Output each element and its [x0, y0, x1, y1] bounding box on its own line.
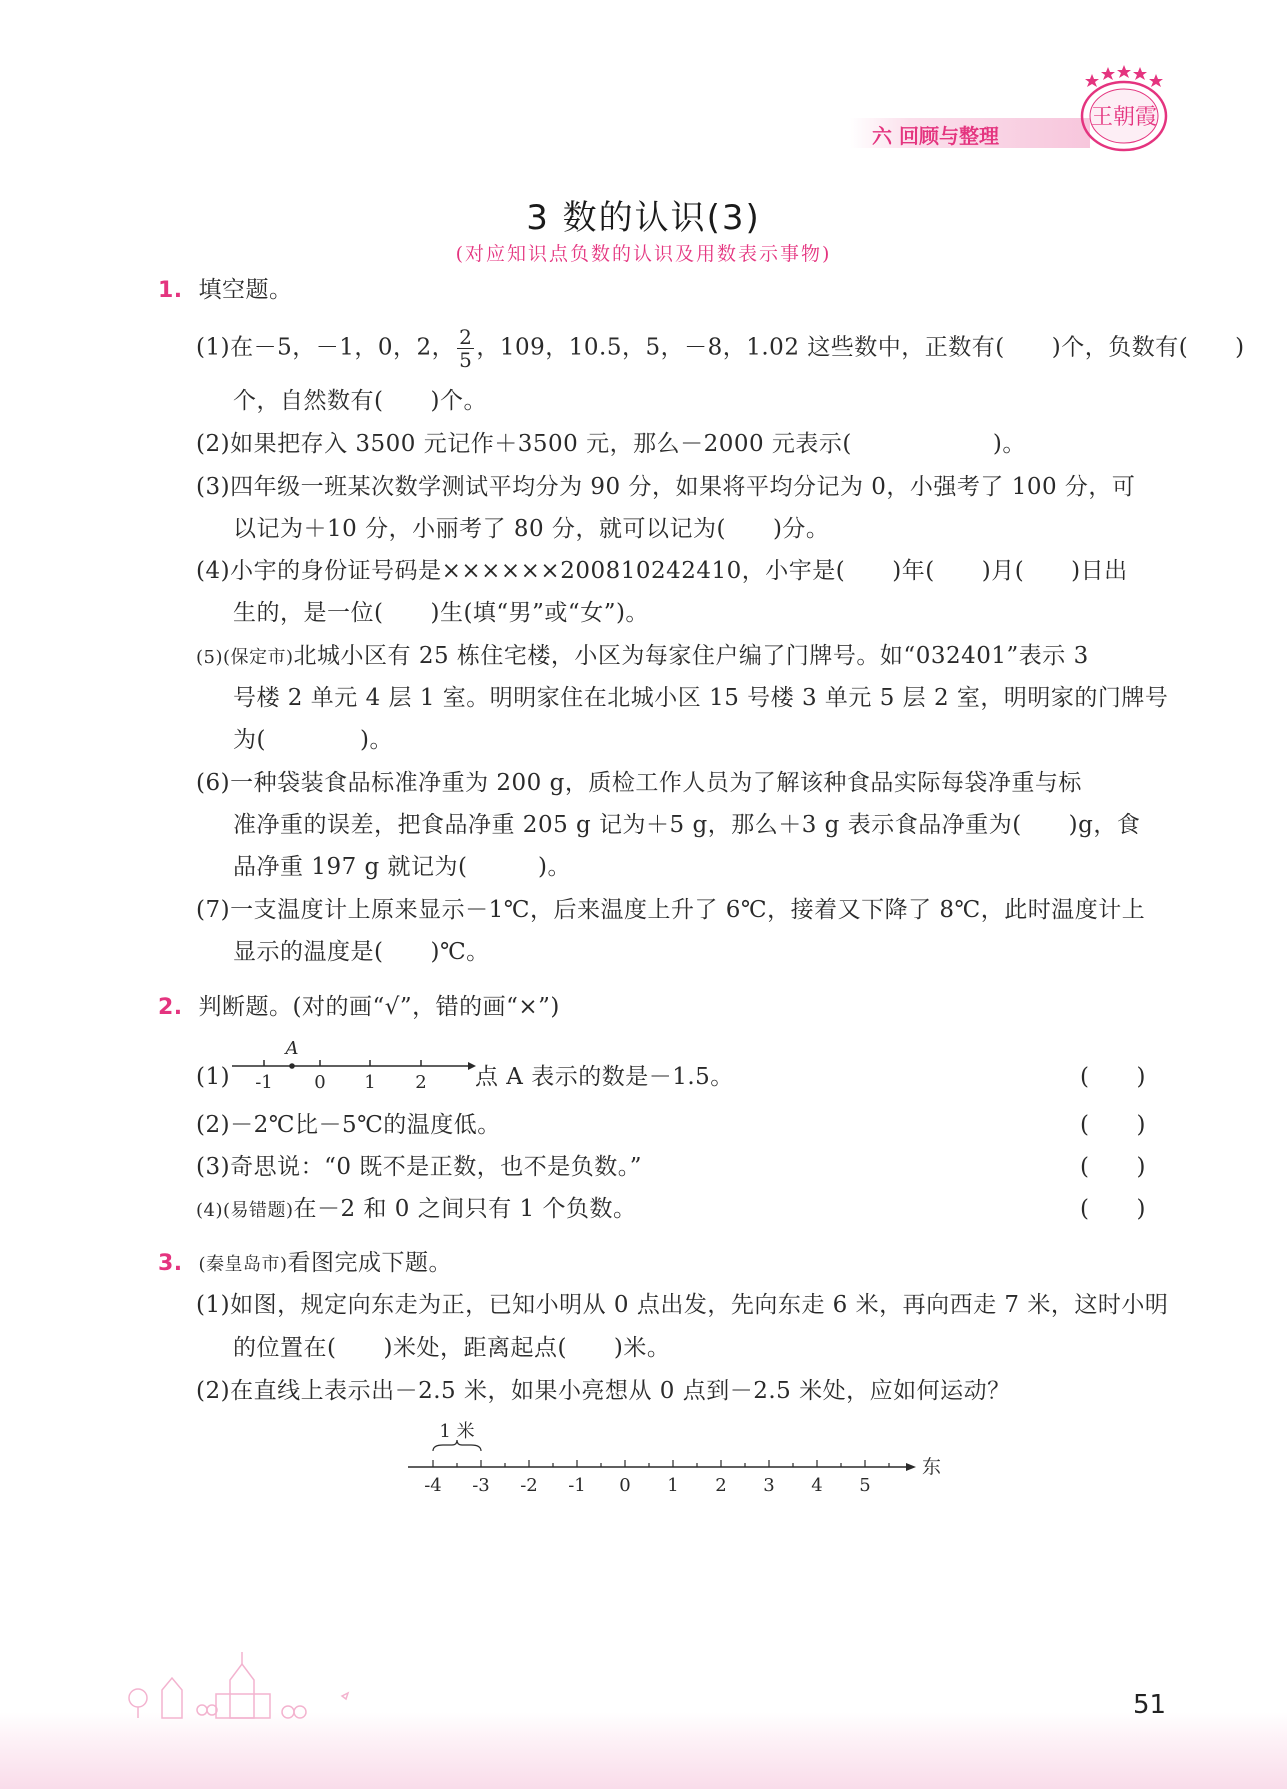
- brand-logo: [1068, 58, 1178, 158]
- arrow-right-icon: [906, 1463, 916, 1471]
- axis-tick-label: 0: [619, 1475, 631, 1496]
- q2-item-2: (2)－2℃比－5℃的温度低。: [196, 1112, 501, 1138]
- q2-item-1-prefix: (1): [196, 1064, 231, 1090]
- q3-heading: [158, 1248, 452, 1280]
- q3-item-2: (2)在直线上表示出－2.5 米，如果小亮想从 0 点到－2.5 米处，应如何运动？: [196, 1378, 1011, 1404]
- q3-item-1: (1)如图，规定向东走为正，已知小明从 0 点出发，先向东走 6 米，再向西走 7 米，这时小明: [196, 1292, 1169, 1318]
- q1-number: 1.: [158, 278, 183, 303]
- q1-label: 填空题。: [198, 277, 293, 303]
- q2-item-3: (3)奇思说：“0 既不是正数，也不是负数。”: [196, 1154, 643, 1180]
- axis-tick-label: 5: [859, 1475, 871, 1496]
- fraction: $\frac{2}{5}$: [459, 325, 473, 372]
- answer-blank[interactable]: ( ): [1080, 1154, 1146, 1180]
- point-a-marker: [289, 1063, 295, 1069]
- q2-number-line: [228, 1036, 478, 1092]
- q3-number: 3.: [158, 1251, 183, 1276]
- footer-decoration: [120, 1640, 420, 1720]
- axis-direction: 东: [922, 1456, 942, 1478]
- q1-item-4-cont: 生的，是一位( )生(填“男”或“女”)。: [233, 600, 649, 626]
- q1-item-7-cont: 显示的温度是( )℃。: [233, 939, 490, 965]
- q1-item-1-text-a: (1)在－5，－1，0，2，: [196, 334, 456, 361]
- point-a-label: A: [285, 1038, 299, 1059]
- q1-item-3: (3)四年级一班某次数学测试平均分为 90 分，如果将平均分记为 0，小强考了 100 分，可: [196, 474, 1136, 500]
- q2-label: 判断题。(对的画“√”，错的画“×”): [198, 994, 560, 1020]
- q1-heading: [158, 275, 292, 306]
- q1-item-2: (2)如果把存入 3500 元记作＋3500 元，那么－2000 元表示( )。: [196, 431, 1026, 457]
- tick-label: 2: [415, 1072, 427, 1092]
- footer-band: [0, 1712, 1287, 1789]
- q2-item-4: [196, 1194, 637, 1226]
- axis-tick-label: -2: [520, 1475, 538, 1496]
- tick-label: 0: [314, 1072, 326, 1092]
- q1-item-1-text-b: ，109，10.5，5，－8，1.02 这些数中，正数有( )个，负数有( ): [476, 334, 1245, 361]
- page-subtitle: (对应知识点负数的认识及用数表示事物): [455, 243, 832, 265]
- answer-blank[interactable]: ( ): [1080, 1064, 1146, 1090]
- answer-blank[interactable]: ( ): [1080, 1112, 1146, 1138]
- section-label: 六 回顾与整理: [872, 124, 999, 148]
- q2-item-1-text: 点 A 表示的数是－1.5。: [475, 1064, 734, 1090]
- q3-number-line: [400, 1415, 960, 1497]
- q2-item-4-text: 在－2 和 0 之间只有 1 个负数。: [293, 1196, 637, 1222]
- axis-tick-label: 2: [715, 1475, 727, 1496]
- q1-item-5-cont2: 为( )。: [233, 727, 393, 753]
- page-title: 3 数的认识(3): [526, 198, 761, 238]
- q1-item-6: (6)一种袋装食品标准净重为 200 g，质检工作人员为了解该种食品实际每袋净重与标: [196, 770, 1082, 796]
- q2-heading: [158, 992, 560, 1023]
- star-icon: [1085, 65, 1163, 87]
- axis-tick-label: 1: [667, 1475, 679, 1496]
- answer-blank[interactable]: ( ): [1080, 1196, 1146, 1222]
- q1-item-5-text: 北城小区有 25 栋住宅楼，小区为每家住户编了门牌号。如“032401”表示 3: [293, 643, 1089, 669]
- q2-number: 2.: [158, 995, 183, 1020]
- axis-tick-label: -1: [568, 1475, 586, 1496]
- q1-item-5: [196, 641, 1089, 673]
- q3-tag: (秦皇岛市): [198, 1254, 288, 1275]
- q1-item-5-tag: (5)(保定市): [196, 647, 294, 668]
- axis-tick-label: -4: [424, 1475, 442, 1496]
- scale-label: 1 米: [439, 1421, 475, 1442]
- q1-item-4: (4)小宇的身份证号码是××××××200810242410，小宇是( )年( )月( )日出: [196, 558, 1128, 584]
- q3-label: 看图完成下题。: [287, 1250, 453, 1276]
- q3-item-1-cont: 的位置在( )米处，距离起点( )米。: [233, 1335, 671, 1361]
- axis-tick-label: 4: [811, 1475, 823, 1496]
- axis-tick-label: 3: [763, 1475, 775, 1496]
- axis-tick-label: -3: [472, 1475, 490, 1496]
- q1-item-1: [196, 326, 1245, 371]
- q1-item-5-cont: 号楼 2 单元 4 层 1 室。明明家住在北城小区 15 号楼 3 单元 5 层 2 室，明明家的门牌号: [233, 685, 1169, 711]
- q1-item-7: (7)一支温度计上原来显示－1℃，后来温度上升了 6℃，接着又下降了 8℃，此时温度计上: [196, 897, 1146, 923]
- svg-text:王朝霞: 王朝霞: [1090, 105, 1158, 130]
- tick-label: 1: [364, 1072, 376, 1092]
- q2-item-4-tag: (4)(易错题): [196, 1200, 294, 1221]
- q1-item-6-cont: 准净重的误差，把食品净重 205 g 记为＋5 g，那么＋3 g 表示食品净重为( )g，食: [233, 812, 1141, 838]
- q1-item-1-cont: 个，自然数有( )个。: [233, 388, 487, 414]
- q1-item-6-cont2: 品净重 197 g 就记为( )。: [233, 854, 572, 880]
- q1-item-3-cont: 以记为＋10 分，小丽考了 80 分，就可以记为( )分。: [233, 516, 830, 542]
- tick-label: -1: [255, 1072, 273, 1092]
- page-number: 51: [1133, 1690, 1167, 1720]
